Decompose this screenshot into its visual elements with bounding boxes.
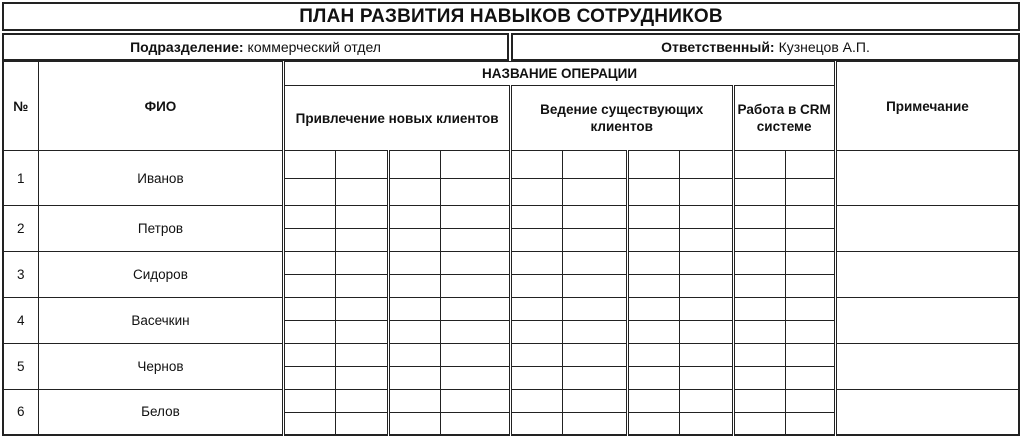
table-row xyxy=(3,344,1019,367)
employee-name: Чернов xyxy=(38,344,284,390)
header-op-existing-clients: Ведение существующих клиентов xyxy=(510,86,733,151)
mark-cell[interactable] xyxy=(510,229,562,252)
mark-cell[interactable] xyxy=(563,367,628,390)
mark-cell[interactable] xyxy=(388,179,440,206)
note-cell[interactable] xyxy=(835,151,1019,206)
mark-cell[interactable] xyxy=(785,252,835,275)
mark-cell[interactable] xyxy=(680,390,733,413)
employee-name: Васечкин xyxy=(38,298,284,344)
mark-cell[interactable] xyxy=(563,275,628,298)
mark-cell[interactable] xyxy=(785,206,835,229)
row-number: 6 xyxy=(3,390,38,435)
mark-cell[interactable] xyxy=(284,321,336,344)
mark-cell[interactable] xyxy=(785,275,835,298)
mark-cell[interactable] xyxy=(336,179,388,206)
department-cell xyxy=(2,33,509,61)
mark-cell[interactable] xyxy=(733,413,785,435)
header-op-crm: Работа в CRM системе xyxy=(733,86,835,151)
mark-cell[interactable] xyxy=(440,298,510,321)
row-number: 2 xyxy=(3,206,38,252)
header-operations-group: НАЗВАНИЕ ОПЕРАЦИИ xyxy=(284,62,836,86)
mark-cell[interactable] xyxy=(388,298,440,321)
mark-cell[interactable] xyxy=(284,151,336,179)
mark-cell[interactable] xyxy=(733,367,785,390)
mark-cell[interactable] xyxy=(440,413,510,435)
mark-cell[interactable] xyxy=(628,390,680,413)
mark-cell[interactable] xyxy=(680,151,733,179)
mark-cell[interactable] xyxy=(336,367,388,390)
mark-cell[interactable] xyxy=(733,206,785,229)
mark-cell[interactable] xyxy=(388,252,440,275)
mark-cell[interactable] xyxy=(563,206,628,229)
mark-cell[interactable] xyxy=(563,298,628,321)
department-value: коммерческий отдел xyxy=(247,39,381,55)
mark-cell[interactable] xyxy=(336,298,388,321)
mark-cell[interactable] xyxy=(336,390,388,413)
mark-cell[interactable] xyxy=(284,298,336,321)
mark-cell[interactable] xyxy=(284,344,336,367)
mark-cell[interactable] xyxy=(680,367,733,390)
document-title: ПЛАН РАЗВИТИЯ НАВЫКОВ СОТРУДНИКОВ xyxy=(2,2,1020,31)
responsible-label: Ответственный: xyxy=(661,39,775,55)
mark-cell[interactable] xyxy=(440,367,510,390)
mark-cell[interactable] xyxy=(733,321,785,344)
table-row xyxy=(3,206,1019,229)
mark-cell[interactable] xyxy=(440,206,510,229)
mark-cell[interactable] xyxy=(733,298,785,321)
mark-cell[interactable] xyxy=(440,344,510,367)
mark-cell[interactable] xyxy=(563,179,628,206)
mark-cell[interactable] xyxy=(563,252,628,275)
mark-cell[interactable] xyxy=(785,321,835,344)
mark-cell[interactable] xyxy=(733,229,785,252)
mark-cell[interactable] xyxy=(510,179,562,206)
employee-name: Сидоров xyxy=(38,252,284,298)
mark-cell[interactable] xyxy=(785,390,835,413)
mark-cell[interactable] xyxy=(680,252,733,275)
mark-cell[interactable] xyxy=(388,413,440,435)
row-number: 5 xyxy=(3,344,38,390)
mark-cell[interactable] xyxy=(510,298,562,321)
note-cell[interactable] xyxy=(835,252,1019,298)
responsible-cell xyxy=(511,33,1020,61)
mark-cell[interactable] xyxy=(785,413,835,435)
mark-cell[interactable] xyxy=(284,229,336,252)
mark-cell[interactable] xyxy=(510,344,562,367)
mark-cell[interactable] xyxy=(785,298,835,321)
row-number: 3 xyxy=(3,252,38,298)
note-cell[interactable] xyxy=(835,206,1019,252)
mark-cell[interactable] xyxy=(284,390,336,413)
mark-cell[interactable] xyxy=(336,151,388,179)
mark-cell[interactable] xyxy=(680,321,733,344)
mark-cell[interactable] xyxy=(628,179,680,206)
mark-cell[interactable] xyxy=(388,367,440,390)
mark-cell[interactable] xyxy=(284,179,336,206)
department-label: Подразделение: xyxy=(130,39,244,55)
note-cell[interactable] xyxy=(835,344,1019,390)
mark-cell[interactable] xyxy=(336,413,388,435)
note-cell[interactable] xyxy=(835,298,1019,344)
header-number: № xyxy=(3,62,38,151)
mark-cell[interactable] xyxy=(284,413,336,435)
mark-cell[interactable] xyxy=(733,344,785,367)
mark-cell[interactable] xyxy=(510,206,562,229)
mark-cell[interactable] xyxy=(388,206,440,229)
mark-cell[interactable] xyxy=(785,367,835,390)
mark-cell[interactable] xyxy=(563,413,628,435)
mark-cell[interactable] xyxy=(336,229,388,252)
note-cell[interactable] xyxy=(835,390,1019,435)
mark-cell[interactable] xyxy=(628,275,680,298)
mark-cell[interactable] xyxy=(284,367,336,390)
mark-cell[interactable] xyxy=(680,344,733,367)
table-row xyxy=(3,252,1019,275)
mark-cell[interactable] xyxy=(628,298,680,321)
mark-cell[interactable] xyxy=(785,151,835,179)
mark-cell[interactable] xyxy=(284,252,336,275)
header-note: Примечание xyxy=(835,62,1019,151)
mark-cell[interactable] xyxy=(628,151,680,179)
mark-cell[interactable] xyxy=(628,229,680,252)
mark-cell[interactable] xyxy=(510,275,562,298)
info-row xyxy=(2,33,1020,61)
mark-cell[interactable] xyxy=(284,206,336,229)
mark-cell[interactable] xyxy=(680,179,733,206)
mark-cell[interactable] xyxy=(733,179,785,206)
mark-cell[interactable] xyxy=(563,151,628,179)
skills-table xyxy=(2,61,1020,436)
mark-cell[interactable] xyxy=(628,344,680,367)
mark-cell[interactable] xyxy=(785,344,835,367)
mark-cell[interactable] xyxy=(733,275,785,298)
mark-cell[interactable] xyxy=(510,390,562,413)
mark-cell[interactable] xyxy=(336,344,388,367)
mark-cell[interactable] xyxy=(440,151,510,179)
table-row xyxy=(3,298,1019,321)
mark-cell[interactable] xyxy=(388,321,440,344)
mark-cell[interactable] xyxy=(733,252,785,275)
mark-cell[interactable] xyxy=(336,275,388,298)
mark-cell[interactable] xyxy=(440,390,510,413)
mark-cell[interactable] xyxy=(440,321,510,344)
header-op-new-clients: Привлечение новых клиентов xyxy=(284,86,511,151)
mark-cell[interactable] xyxy=(440,229,510,252)
mark-cell[interactable] xyxy=(785,179,835,206)
mark-cell[interactable] xyxy=(510,367,562,390)
mark-cell[interactable] xyxy=(388,275,440,298)
mark-cell[interactable] xyxy=(440,179,510,206)
mark-cell[interactable] xyxy=(440,252,510,275)
mark-cell[interactable] xyxy=(628,321,680,344)
mark-cell[interactable] xyxy=(336,252,388,275)
mark-cell[interactable] xyxy=(440,275,510,298)
mark-cell[interactable] xyxy=(680,275,733,298)
responsible-value: Кузнецов А.П. xyxy=(778,39,870,55)
mark-cell[interactable] xyxy=(680,298,733,321)
mark-cell[interactable] xyxy=(628,413,680,435)
mark-cell[interactable] xyxy=(563,229,628,252)
mark-cell[interactable] xyxy=(388,229,440,252)
mark-cell[interactable] xyxy=(388,344,440,367)
header-name: ФИО xyxy=(38,62,284,151)
employee-name: Иванов xyxy=(38,151,284,206)
mark-cell[interactable] xyxy=(733,390,785,413)
mark-cell[interactable] xyxy=(510,413,562,435)
employee-name: Петров xyxy=(38,206,284,252)
mark-cell[interactable] xyxy=(680,229,733,252)
mark-cell[interactable] xyxy=(628,367,680,390)
row-number: 1 xyxy=(3,151,38,206)
mark-cell[interactable] xyxy=(733,151,785,179)
mark-cell[interactable] xyxy=(510,252,562,275)
mark-cell[interactable] xyxy=(336,321,388,344)
mark-cell[interactable] xyxy=(388,390,440,413)
mark-cell[interactable] xyxy=(680,206,733,229)
mark-cell[interactable] xyxy=(510,151,562,179)
table-row xyxy=(3,390,1019,413)
mark-cell[interactable] xyxy=(563,344,628,367)
mark-cell[interactable] xyxy=(563,321,628,344)
mark-cell[interactable] xyxy=(628,252,680,275)
employee-name: Белов xyxy=(38,390,284,435)
mark-cell[interactable] xyxy=(284,275,336,298)
mark-cell[interactable] xyxy=(563,390,628,413)
mark-cell[interactable] xyxy=(510,321,562,344)
row-number: 4 xyxy=(3,298,38,344)
mark-cell[interactable] xyxy=(785,229,835,252)
mark-cell[interactable] xyxy=(680,413,733,435)
table-row xyxy=(3,151,1019,179)
mark-cell[interactable] xyxy=(336,206,388,229)
mark-cell[interactable] xyxy=(628,206,680,229)
mark-cell[interactable] xyxy=(388,151,440,179)
